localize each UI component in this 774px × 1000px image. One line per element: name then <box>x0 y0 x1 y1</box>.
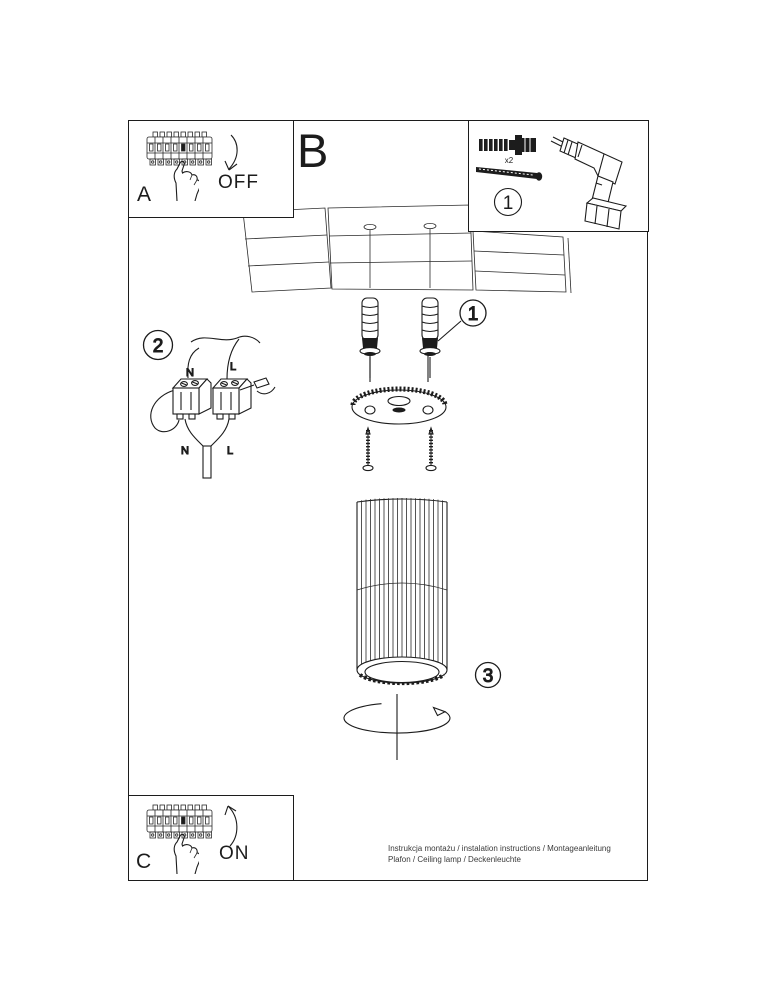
pressing-hand-icon <box>167 834 199 874</box>
arrow-down-icon <box>217 133 243 175</box>
terminal-n-label: N <box>186 367 194 379</box>
footer-line-2: Plafon / Ceiling lamp / Deckenleuchte <box>388 854 521 864</box>
step-c-panel <box>128 795 294 881</box>
wiring-callout-number: 2 <box>152 336 164 357</box>
mounting-plate-drawing <box>350 350 465 482</box>
lamp-shade-drawing <box>348 492 504 692</box>
cable-sleeve <box>203 446 211 478</box>
plate-screw-hole-right <box>423 406 433 414</box>
mounting-plate-icon <box>352 389 446 424</box>
terminal-l-label: L <box>229 361 237 373</box>
terminal-block-live <box>213 379 251 419</box>
rotation-arrow-icon <box>328 692 488 764</box>
panel-a-label: A <box>137 183 152 206</box>
drill-hole-left <box>364 224 376 229</box>
drill-icon <box>551 137 626 229</box>
dowel-quantity-label: x2 <box>504 156 514 165</box>
flute-lines <box>362 498 443 664</box>
wire-to-cable <box>211 419 229 446</box>
step-b-label: B <box>297 124 329 177</box>
lamp-shade-icon <box>357 498 447 683</box>
terminal-block-neutral <box>173 379 211 419</box>
ceiling-panel-left <box>243 208 331 292</box>
footer-line-1: Instrukcja montażu / instalation instructions / Montageanleitung <box>388 844 611 853</box>
parts-callout-number: 1 <box>502 193 514 214</box>
switch-off-label: OFF <box>218 172 259 193</box>
wall-plug-icon <box>479 135 536 155</box>
pressing-hand-icon <box>167 161 199 201</box>
switch-on-label: ON <box>219 843 250 864</box>
cable-n-label: N <box>181 445 189 457</box>
wiring-diagram <box>133 328 288 486</box>
plate-screw-hole-left <box>365 406 375 414</box>
ceiling-panel-middle <box>328 205 473 290</box>
shade-opening <box>365 662 439 683</box>
arrow-up-icon <box>217 802 243 848</box>
callout-leader-line <box>438 321 461 341</box>
panel-c-label: C <box>136 850 152 873</box>
step-a-panel <box>128 120 294 218</box>
screw-icon <box>476 167 542 181</box>
screw-icon <box>426 428 436 471</box>
footer <box>388 844 658 865</box>
anchors-callout-number: 1 <box>467 304 479 325</box>
wire-to-cable <box>185 419 203 446</box>
drill-hole-right <box>424 223 436 228</box>
shade-callout-number: 3 <box>482 666 494 687</box>
ceiling-panel-right <box>473 231 566 292</box>
cable-l-label: L <box>226 445 234 457</box>
parts-panel <box>468 120 649 232</box>
screw-icon <box>363 428 373 471</box>
